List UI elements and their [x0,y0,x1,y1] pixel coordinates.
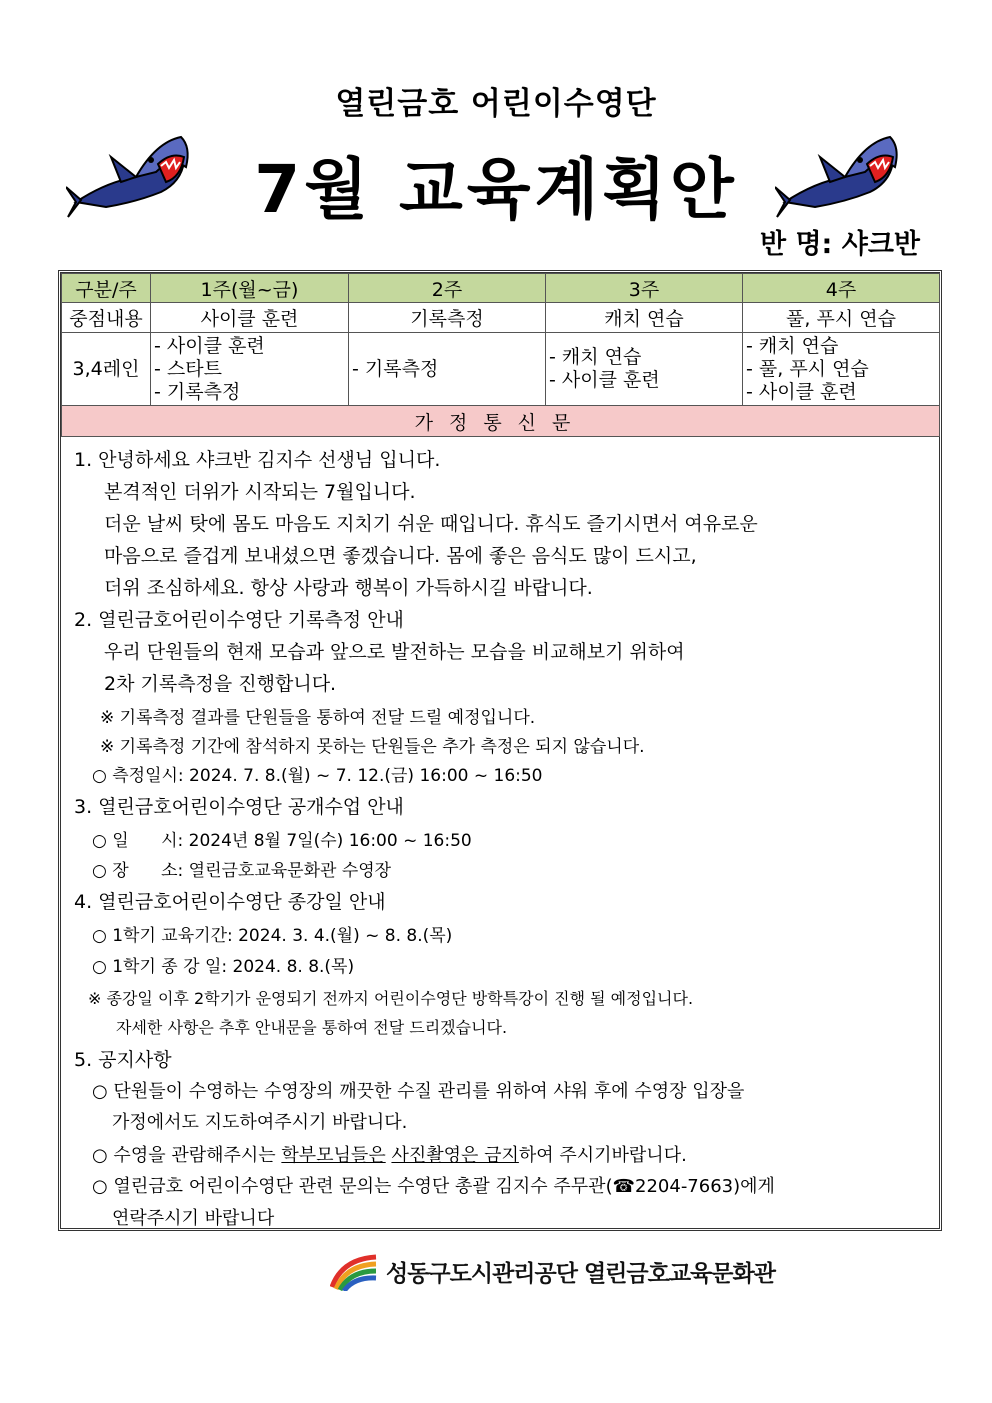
paragraph-line: 본격적인 더위가 시작되는 7월입니다. [104,481,416,503]
footer-org-name: 성동구도시관리공단 열린금호교육문화관 [386,1260,775,1287]
underlined-text: 사진촬영은 금지 [391,1145,519,1166]
header-cell: 3주 [546,274,743,303]
underlined-text: 학부모님들은 [281,1145,386,1166]
notice-title: 가정통신문 [62,406,940,437]
page-subtitle: 열린금호 어린이수영단 [335,86,657,122]
table-row [62,333,940,406]
list-item: - 사이클 훈련 [746,380,857,403]
table-cell [349,333,546,406]
notice-line: 연락주시기 바랍니다 [112,1208,275,1229]
table-cell: 사이클 훈련 [151,303,349,333]
note-line: ※ 기록측정 결과를 단원들을 통하여 전달 드릴 예정입니다. [100,708,536,728]
table-cell [546,333,743,406]
date-value: 2024년 8월 7일(수) 16:00 ~ 16:50 [188,831,472,851]
notice-text: ○ 수영을 관람해주시는 [92,1145,282,1166]
list-item: - 풀, 푸시 연습 [746,357,869,380]
list-item: - 캐치 연습 [746,334,839,357]
paragraph-line: 더운 날씨 탓에 몸도 마음도 지치기 쉬운 때입니다. 휴식도 즐기시면서 여유로운 [104,513,758,535]
note-line: 자세한 사항은 추후 안내문을 통하여 전달 드리겠습니다. [116,1018,508,1037]
section-title: 2. 열린금호어린이수영단 기록측정 안내 [74,609,404,631]
list-item: - 기록측정 [154,380,241,403]
list-item: - 기록측정 [352,357,439,380]
table-cell: 풀, 푸시 연습 [743,303,940,333]
date-label: ○ 일 시: [92,831,184,851]
place-label: ○ 장 소: [92,861,184,881]
header-cell: 2주 [349,274,546,303]
notice-line: 가정에서도 지도하여주시기 바랍니다. [112,1112,408,1133]
notice-line: ○ 단원들이 수영하는 수영장의 깨끗한 수질 관리를 위하여 샤워 후에 수영장 입장을 [92,1081,745,1102]
table-cell [743,333,940,406]
notice-line [92,1141,687,1167]
paragraph-line: 2차 기록측정을 진행합니다. [104,673,337,695]
date-line: ○ 측정일시: 2024. 7. 8.(월) ~ 7. 12.(금) 16:00 ~ 16:50 [92,766,543,786]
table-cell: 기록측정 [349,303,546,333]
paragraph-line: 더위 조심하세요. 항상 사랑과 행복이 가득하시길 바랍니다. [104,577,593,599]
header-cell: 구분/주 [62,274,151,303]
note-line: ※ 종강일 이후 2학기가 운영되기 전까지 어린이수영단 방학특강이 진행 될 예정입니다. [88,989,694,1008]
notice-text: 하여 주시기바랍니다. [518,1145,687,1166]
row-label: 3,4레인 [62,333,151,406]
place-line [92,856,391,881]
list-item: - 사이클 훈련 [154,334,265,357]
section-title: 1. 안녕하세요 샤크반 김지수 선생님 입니다. [74,449,441,471]
shark-icon [775,122,905,222]
section-title: 5. 공지사항 [74,1049,172,1071]
date-line [92,826,472,851]
table-cell: 캐치 연습 [546,303,743,333]
period-line: ○ 1학기 교육기간: 2024. 3. 4.(월) ~ 8. 8.(목) [92,926,453,946]
row-label: 중점내용 [62,303,151,333]
page-title: 7월 교육계획안 [254,151,738,228]
notice-line: ○ 열린금호 어린이수영단 관련 문의는 수영단 총괄 김지수 주무관(☎2204-7663)에게 [92,1176,775,1197]
footer [330,1250,775,1292]
place-value: 열린금호교육문화관 수영장 [188,861,392,881]
end-date-line: ○ 1학기 종 강 일: 2024. 8. 8.(목) [92,957,355,977]
list-item: - 사이클 훈련 [549,369,660,391]
table-cell [151,333,349,406]
shark-icon [66,122,196,222]
table-header-row [62,274,940,303]
table-row [62,303,940,333]
notice-bar [62,406,940,437]
class-name: 반 명: 샤크반 [759,229,920,260]
section-title: 3. 열린금호어린이수영단 공개수업 안내 [74,796,404,818]
rainbow-logo-icon [330,1251,380,1291]
header-cell: 1주(월~금) [151,274,349,303]
plan-table [61,273,940,437]
list-item: - 스타트 [154,357,222,380]
paragraph-line: 우리 단원들의 현재 모습과 앞으로 발전하는 모습을 비교해보기 위하여 [104,641,685,663]
list-item: - 캐치 연습 [549,346,642,368]
note-line: ※ 기록측정 기간에 참석하지 못하는 단원들은 추가 측정은 되지 않습니다. [100,737,645,757]
paragraph-line: 마음으로 즐겁게 보내셨으면 좋겠습니다. 몸에 좋은 음식도 많이 드시고, [104,545,697,567]
section-title: 4. 열린금호어린이수영단 종강일 안내 [74,891,386,913]
header-cell: 4주 [743,274,940,303]
